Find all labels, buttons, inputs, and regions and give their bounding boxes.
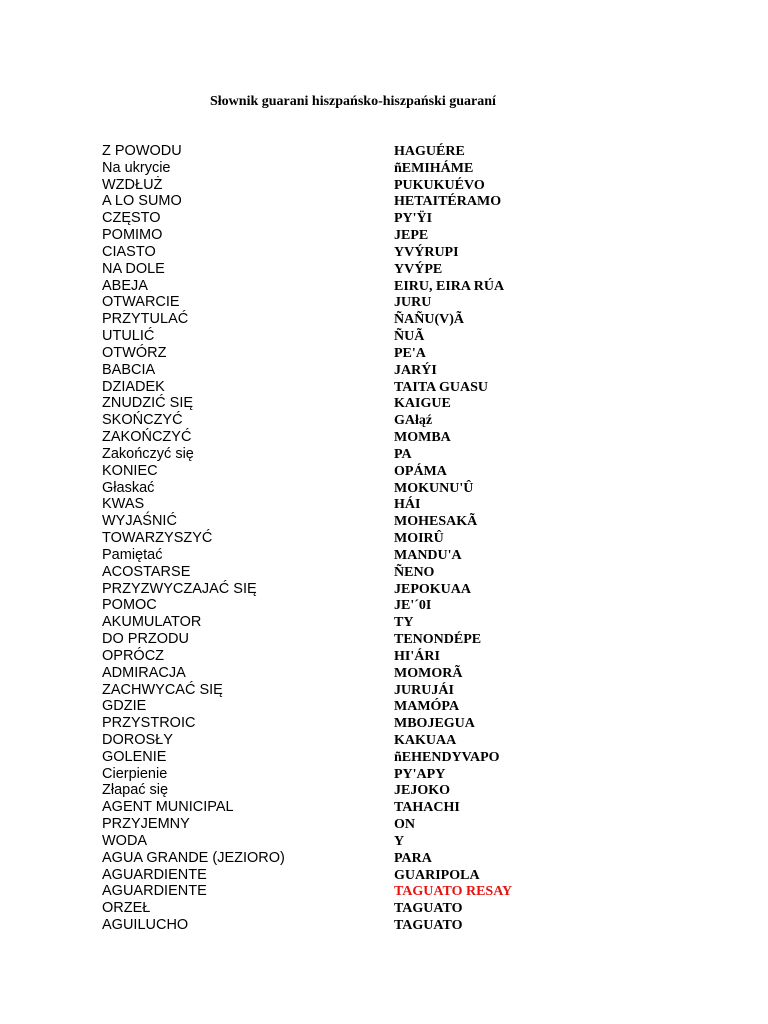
guarani-term: MOIRÛ bbox=[394, 531, 444, 547]
dictionary-entry bbox=[0, 665, 768, 682]
guarani-term: JEJOKO bbox=[394, 783, 451, 799]
guarani-term: ON bbox=[394, 817, 415, 833]
dictionary-entry-list bbox=[0, 143, 768, 934]
polish-term: ABEJA bbox=[102, 277, 148, 294]
guarani-term: GAłąź bbox=[394, 413, 433, 429]
dictionary-entry bbox=[0, 581, 768, 598]
dictionary-entry bbox=[0, 917, 768, 934]
polish-term: NA DOLE bbox=[102, 260, 165, 277]
guarani-term: MANDU'A bbox=[394, 547, 462, 563]
dictionary-entry bbox=[0, 900, 768, 917]
guarani-term: ÑAÑU(V)Ã bbox=[394, 312, 464, 328]
polish-term: ZAKOŃCZYĆ bbox=[102, 429, 192, 446]
polish-term: ZACHWYCAĆ SIĘ bbox=[102, 681, 223, 698]
polish-term: Zakończyć się bbox=[102, 445, 194, 462]
dictionary-entry bbox=[0, 698, 768, 715]
guarani-term: MOMORÃ bbox=[394, 665, 463, 681]
dictionary-entry bbox=[0, 513, 768, 530]
guarani-term: TY bbox=[394, 615, 414, 631]
polish-term: SKOŃCZYĆ bbox=[102, 412, 183, 429]
guarani-term-highlighted: TAGUATO RESAY bbox=[394, 884, 513, 900]
dictionary-entry bbox=[0, 412, 768, 429]
dictionary-entry bbox=[0, 648, 768, 665]
guarani-term: Y bbox=[394, 833, 405, 849]
polish-term: AKUMULATOR bbox=[102, 614, 202, 631]
dictionary-entry bbox=[0, 261, 768, 278]
guarani-term: TAGUATO bbox=[394, 918, 463, 934]
dictionary-entry bbox=[0, 463, 768, 480]
polish-term: A LO SUMO bbox=[102, 193, 182, 210]
guarani-term: TAGUATO bbox=[394, 901, 463, 917]
polish-term: ZNUDZIĆ SIĘ bbox=[102, 395, 194, 412]
guarani-term: YVÝRUPI bbox=[394, 244, 459, 260]
dictionary-entry bbox=[0, 429, 768, 446]
polish-term: AGUA GRANDE (JEZIORO) bbox=[102, 849, 285, 866]
polish-term: AGUARDIENTE bbox=[102, 883, 207, 900]
guarani-term: JURU bbox=[394, 295, 432, 311]
dictionary-entry bbox=[0, 883, 768, 900]
guarani-term: TAITA GUASU bbox=[394, 379, 489, 395]
polish-term: ACOSTARSE bbox=[102, 563, 191, 580]
dictionary-entry bbox=[0, 614, 768, 631]
guarani-term: MAMÓPA bbox=[394, 699, 460, 715]
dictionary-entry bbox=[0, 833, 768, 850]
polish-term: Głaskać bbox=[102, 479, 155, 496]
dictionary-entry bbox=[0, 782, 768, 799]
guarani-term: ÑUÃ bbox=[394, 329, 425, 345]
dictionary-entry bbox=[0, 799, 768, 816]
dictionary-entry bbox=[0, 244, 768, 261]
dictionary-entry bbox=[0, 227, 768, 244]
polish-term: DOROSŁY bbox=[102, 731, 173, 748]
guarani-term: JE'´0I bbox=[394, 598, 432, 614]
polish-term: Cierpienie bbox=[102, 765, 168, 782]
dictionary-entry bbox=[0, 530, 768, 547]
guarani-term: MBOJEGUA bbox=[394, 716, 475, 732]
guarani-term: JURUJÁI bbox=[394, 682, 454, 698]
polish-term: GDZIE bbox=[102, 698, 147, 715]
polish-term: ADMIRACJA bbox=[102, 664, 186, 681]
guarani-term: PY'ŸI bbox=[394, 211, 433, 227]
guarani-term: PARA bbox=[394, 850, 432, 866]
polish-term: PRZYZWYCZAJAĆ SIĘ bbox=[102, 580, 257, 597]
guarani-term: PE'A bbox=[394, 345, 426, 361]
polish-term: TOWARZYSZYĆ bbox=[102, 530, 213, 547]
polish-term: KWAS bbox=[102, 496, 145, 513]
dictionary-entry bbox=[0, 682, 768, 699]
guarani-term: JARÝI bbox=[394, 362, 437, 378]
guarani-term: MOKUNU'Û bbox=[394, 480, 474, 496]
polish-term: OTWÓRZ bbox=[102, 344, 167, 361]
dictionary-entry bbox=[0, 210, 768, 227]
dictionary-entry bbox=[0, 480, 768, 497]
guarani-term: EIRU, EIRA RÚA bbox=[394, 278, 505, 294]
guarani-term: ÑENO bbox=[394, 564, 435, 580]
dictionary-entry bbox=[0, 278, 768, 295]
dictionary-entry bbox=[0, 160, 768, 177]
dictionary-entry bbox=[0, 547, 768, 564]
polish-term: PRZYTULAĆ bbox=[102, 311, 189, 328]
dictionary-entry bbox=[0, 749, 768, 766]
polish-term: UTULIĆ bbox=[102, 328, 155, 345]
polish-term: PRZYJEMNY bbox=[102, 816, 190, 833]
guarani-term: HÁI bbox=[394, 497, 421, 513]
dictionary-entry bbox=[0, 294, 768, 311]
polish-term: CIASTO bbox=[102, 243, 156, 260]
dictionary-entry bbox=[0, 379, 768, 396]
guarani-term: PUKUKUÉVO bbox=[394, 177, 485, 193]
dictionary-entry bbox=[0, 362, 768, 379]
polish-term: WZDŁUŻ bbox=[102, 176, 163, 193]
dictionary-entry bbox=[0, 867, 768, 884]
dictionary-entry bbox=[0, 766, 768, 783]
guarani-term: MOMBA bbox=[394, 430, 451, 446]
polish-term: KONIEC bbox=[102, 462, 158, 479]
guarani-term: KAIGUE bbox=[394, 396, 451, 412]
guarani-term: JEPOKUAA bbox=[394, 581, 471, 597]
polish-term: DZIADEK bbox=[102, 378, 165, 395]
dictionary-entry bbox=[0, 597, 768, 614]
polish-term: Na ukrycie bbox=[102, 159, 171, 176]
polish-term: WODA bbox=[102, 832, 148, 849]
polish-term: BABCIA bbox=[102, 361, 156, 378]
dictionary-entry bbox=[0, 816, 768, 833]
dictionary-entry bbox=[0, 446, 768, 463]
guarani-term: TAHACHI bbox=[394, 800, 460, 816]
guarani-term: PA bbox=[394, 446, 412, 462]
dictionary-entry bbox=[0, 193, 768, 210]
guarani-term: YVÝPE bbox=[394, 261, 443, 277]
guarani-term: OPÁMA bbox=[394, 463, 447, 479]
polish-term: CZĘSTO bbox=[102, 210, 161, 227]
dictionary-entry bbox=[0, 311, 768, 328]
dictionary-entry bbox=[0, 631, 768, 648]
dictionary-entry bbox=[0, 328, 768, 345]
dictionary-entry bbox=[0, 395, 768, 412]
polish-term: GOLENIE bbox=[102, 748, 167, 765]
dictionary-entry bbox=[0, 143, 768, 160]
dictionary-entry bbox=[0, 345, 768, 362]
polish-term: POMOC bbox=[102, 597, 157, 614]
polish-term: AGENT MUNICIPAL bbox=[102, 799, 234, 816]
guarani-term: MOHESAKÃ bbox=[394, 514, 478, 530]
dictionary-entry bbox=[0, 177, 768, 194]
polish-term: PRZYSTROIC bbox=[102, 715, 196, 732]
dictionary-entry bbox=[0, 850, 768, 867]
guarani-term: HAGUÉRE bbox=[394, 144, 465, 159]
guarani-term: HETAITÉRAMO bbox=[394, 194, 502, 210]
polish-term: Złapać się bbox=[102, 782, 169, 799]
polish-term: AGUILUCHO bbox=[102, 917, 189, 934]
dictionary-entry bbox=[0, 564, 768, 581]
guarani-term: HI'ÁRI bbox=[394, 648, 440, 664]
dictionary-entry bbox=[0, 496, 768, 513]
guarani-term: PY'APY bbox=[394, 766, 446, 782]
polish-term: AGUARDIENTE bbox=[102, 866, 207, 883]
guarani-term: GUARIPOLA bbox=[394, 867, 480, 883]
guarani-term: KAKUAA bbox=[394, 732, 457, 748]
document-title: Słownik guarani hiszpańsko-hiszpański guaraní bbox=[210, 94, 496, 109]
dictionary-entry bbox=[0, 732, 768, 749]
polish-term: WYJAŚNIĆ bbox=[102, 513, 177, 530]
guarani-term: JEPE bbox=[394, 228, 429, 244]
polish-term: Pamiętać bbox=[102, 546, 163, 563]
polish-term: OTWARCIE bbox=[102, 294, 180, 311]
guarani-term: TENONDÉPE bbox=[394, 632, 482, 648]
polish-term: Z POWODU bbox=[102, 143, 182, 159]
polish-term: ORZEŁ bbox=[102, 900, 151, 917]
guarani-term: ñEHENDYVAPO bbox=[394, 749, 500, 765]
polish-term: POMIMO bbox=[102, 227, 163, 244]
polish-term: OPRÓCZ bbox=[102, 647, 165, 664]
guarani-term: ñEMIHÁME bbox=[394, 160, 474, 176]
dictionary-entry bbox=[0, 715, 768, 732]
polish-term: DO PRZODU bbox=[102, 631, 189, 648]
